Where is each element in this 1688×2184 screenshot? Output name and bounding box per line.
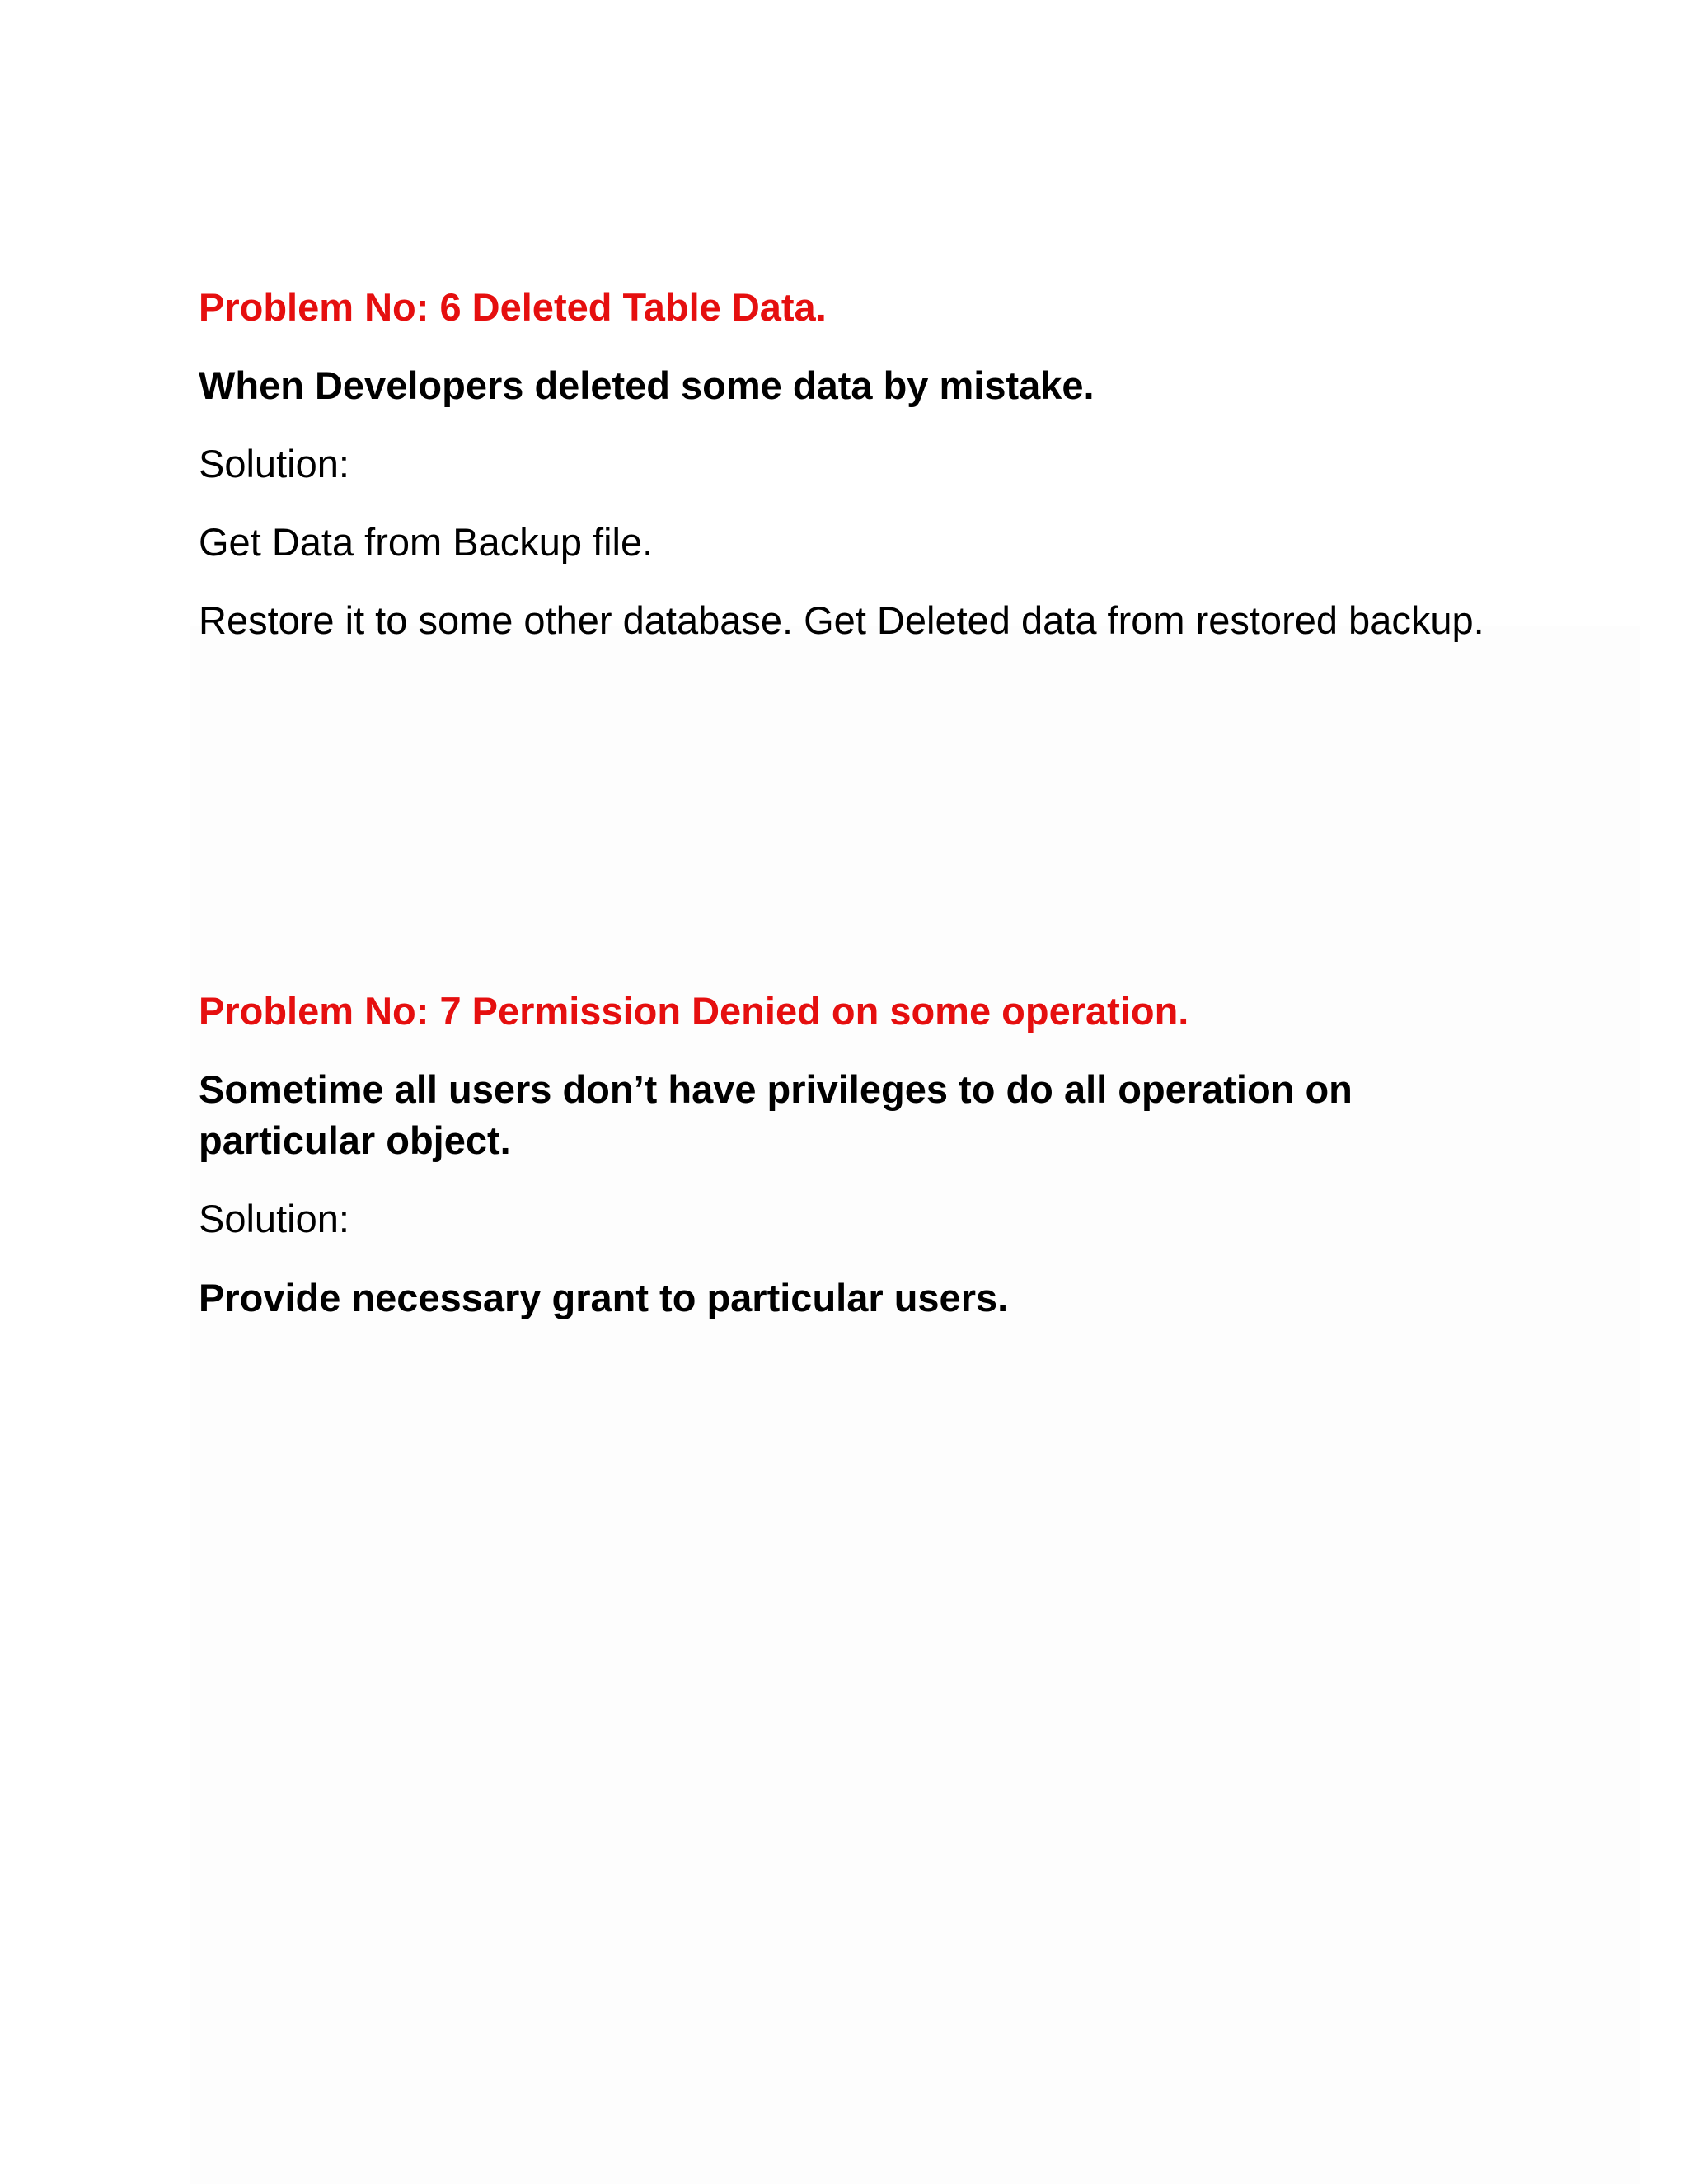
problem-6-description: When Developers deleted some data by mistake. — [199, 363, 1095, 407]
problem-6-solution-line-1: Get Data from Backup file. — [199, 520, 654, 564]
problem-7-description: Sometime all users don’t have privileges to do all operation on particular object. — [199, 1067, 1353, 1162]
problem-6-solution-label: Solution: — [199, 442, 349, 485]
page-shading — [190, 626, 1640, 2184]
problem-7-heading: Problem No: 7 Permission Denied on some operation. — [199, 989, 1189, 1033]
problem-7-solution-label: Solution: — [199, 1197, 349, 1240]
problem-7-solution-line-1: Provide necessary grant to particular users. — [199, 1276, 1009, 1319]
problem-6-solution-line-2: Restore it to some other database. Get Deleted data from restored backup. — [199, 598, 1484, 642]
problem-6-heading: Problem No: 6 Deleted Table Data. — [199, 285, 827, 329]
